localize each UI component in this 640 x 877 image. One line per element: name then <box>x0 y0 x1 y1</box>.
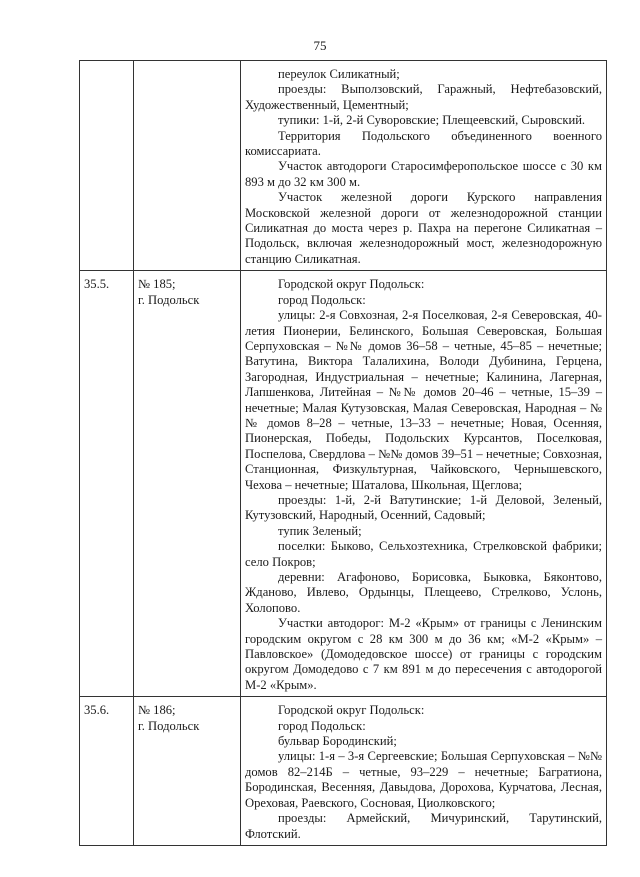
description-paragraph: Городской округ Подольск: <box>278 277 425 292</box>
description-cell <box>241 697 607 846</box>
district-number: № 185; <box>138 277 176 292</box>
district-city: г. Подольск <box>138 292 200 307</box>
description-paragraph: город Подольск: <box>278 718 366 733</box>
row-number-cell: 35.5. <box>80 271 134 697</box>
description-paragraph: переулок Силикатный; <box>278 67 400 81</box>
description-paragraph: улицы: 2-я Совхозная, 2-я Поселковая, 2-я Северовская, 40-летия Пионерии, Белинского, Большая Северовская, Большая Серпуховская – №№ домов 36–58 – четные, 45–85 – нечетные; Ватутина, Виктора Талалихина, Володи Дубинина, Герцена, Загородная, Индустриальная – нечетные; Калинина, Лагерная, Лапшенкова, Литейная – №№ домов 20–46 – четные, 15–39 – нечетные; Малая Кутузовская, Малая Северовская, Народная – №№ домов 8–28 – четные, 13–33 – нечетные; Новая, Осенняя, Пионерская, Победы, Подольских Курсантов, Поселковая, Поспелова, Свердлова – №№ домов 39–51 – нечетные; Совхозная, Станционная, Физкультурная, Чайковского, Чернышевского, Чехова – нечетные; Шаталова, Школьная, Щеглова; <box>245 308 602 492</box>
description-paragraph: поселки: Быково, Сельхозтехника, Стрелковской фабрики; село Покров; <box>245 539 602 569</box>
description-paragraph: Участок автодороги Старосимферопольское шоссе с 30 км 893 м до 32 км 300 м. <box>245 159 602 189</box>
table-row-continuation <box>80 61 607 271</box>
description-cell <box>241 61 607 271</box>
row-number-cell <box>80 61 134 271</box>
district-cell <box>134 271 241 697</box>
description-paragraph: Участок железной дороги Курского направления Московской железной дороги от железнодорожной станции Силикатная до моста через р. Пахра на перегоне Силикатная – Подольск, включая железнодорожный мост, железнодорожную станцию Силикатная. <box>245 190 602 266</box>
description-paragraph: Городской округ Подольск: <box>278 703 425 718</box>
districts-table <box>79 60 607 846</box>
district-city: г. Подольск <box>138 718 200 733</box>
description-paragraph: тупик Зеленый; <box>278 523 362 538</box>
description-paragraph: улицы: 1-я – 3-я Сергеевские; Большая Серпуховская – №№ домов 82–214Б – четные, 93–229 – нечетные; Багратиона, Бородинская, Весенняя, Давыдова, Дорохова, Курчатова, Лесная, Ореховая, Раевского, Сосновая, Циолковского; <box>245 749 602 810</box>
table-row-35-5 <box>80 271 607 697</box>
district-number: № 186; <box>138 703 176 718</box>
description-paragraph: Участки автодорог: М-2 «Крым» от границы с Ленинским городским округом с 28 км 300 м до 36 км; «М-2 «Крым» – Павловское» (Домодедовское шоссе) от границы с городским округом Домодедово с 7 км 891 м до пересечения с автодорогой М-2 «Крым». <box>245 616 602 692</box>
description-paragraph: проезды: 1-й, 2-й Ватутинские; 1-й Деловой, Зеленый, Кутузовский, Народный, Осенний, Садовый; <box>245 492 602 523</box>
table-row-35-6 <box>80 697 607 846</box>
description-paragraph: бульвар Бородинский; <box>278 734 397 749</box>
row-number-cell: 35.6. <box>80 697 134 846</box>
description-paragraph: проезды: Армейский, Мичуринский, Тарутинский, Флотский. <box>245 811 602 841</box>
description-paragraph: тупики: 1-й, 2-й Суворовские; Плещеевский, Сыровский. <box>278 113 586 128</box>
description-paragraph: проезды: Выползовский, Гаражный, Нефтебазовский, Художественный, Цементный; <box>245 82 602 112</box>
description-paragraph: деревни: Агафоново, Борисовка, Быковка, Бяконтово, Жданово, Ивлево, Ордынцы, Плещеево, Стрелково, Услонь, Холопово. <box>245 570 602 615</box>
description-paragraph: город Подольск: <box>278 292 366 307</box>
description-cell <box>241 271 607 697</box>
description-paragraph: Территория Подольского объединенного военного комиссариата. <box>245 128 602 159</box>
district-cell <box>134 61 241 271</box>
district-cell <box>134 697 241 846</box>
page-number: 75 <box>313 38 327 53</box>
